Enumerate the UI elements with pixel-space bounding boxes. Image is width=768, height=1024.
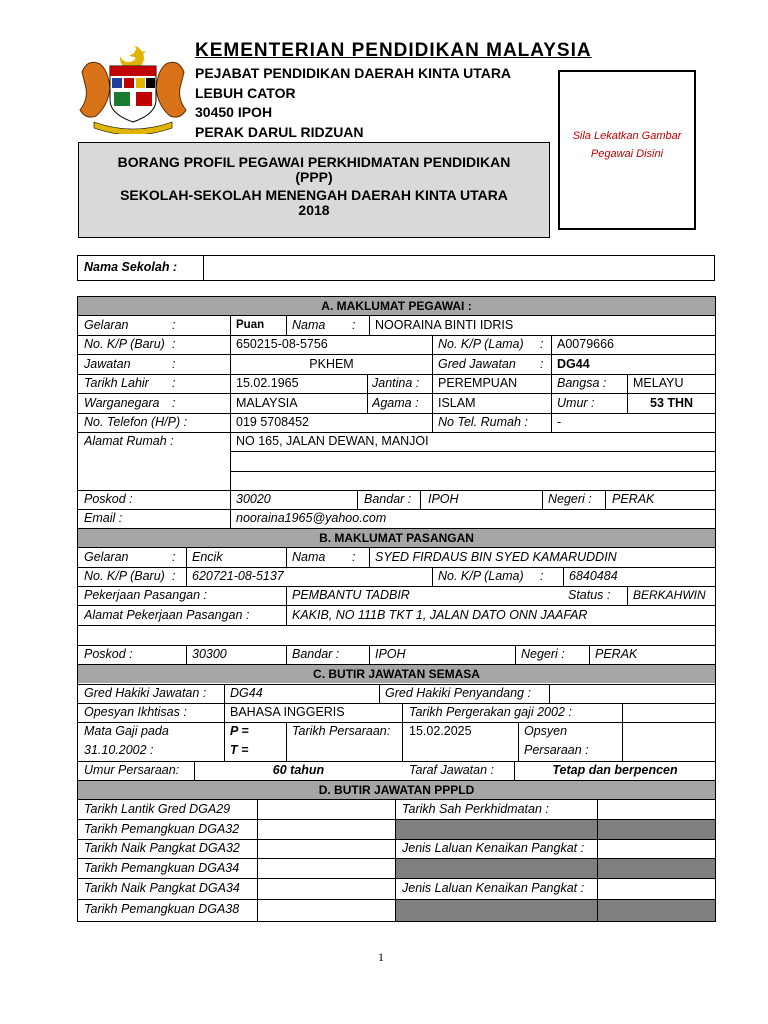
taraf-jawatan-value[interactable]: Tetap dan berpencen bbox=[552, 763, 678, 777]
d-row-label: Tarikh Pemangkuan DGA38 bbox=[84, 902, 240, 916]
kp-baru-label: No. K/P (Baru) bbox=[84, 337, 165, 351]
pasangan-poskod-value[interactable]: 30300 bbox=[192, 647, 227, 661]
pasangan-gelaran-label: Gelaran bbox=[84, 550, 129, 564]
alamat-rumah-label: Alamat Rumah : bbox=[84, 434, 174, 448]
taraf-jawatan-label: Taraf Jawatan : bbox=[409, 763, 495, 777]
tarikh-lahir-value[interactable]: 15.02.1965 bbox=[236, 376, 299, 390]
school-name-row bbox=[77, 255, 715, 281]
jantina-value[interactable]: PEREMPUAN bbox=[438, 376, 518, 390]
pasangan-nama-value[interactable]: SYED FIRDAUS BIN SYED KAMARUDDIN bbox=[375, 550, 617, 564]
status-label: Status : bbox=[568, 588, 611, 602]
jawatan-label: Jawatan bbox=[84, 357, 131, 371]
bangsa-value[interactable]: MELAYU bbox=[633, 376, 684, 390]
address-line: 30450 IPOH bbox=[195, 104, 273, 120]
negeri-label: Negeri : bbox=[548, 492, 592, 506]
gelaran-value[interactable]: Puan bbox=[236, 319, 265, 331]
pasangan-kp-lama-label: No. K/P (Lama) bbox=[438, 569, 524, 583]
umur-value[interactable]: 53 THN bbox=[650, 396, 694, 410]
agama-value[interactable]: ISLAM bbox=[438, 396, 476, 410]
umur-persaraan-value[interactable]: 60 tahun bbox=[272, 763, 325, 777]
nama-label: Nama bbox=[292, 318, 326, 332]
gred-penyandang-label: Gred Hakiki Penyandang : bbox=[385, 686, 531, 700]
umur-label: Umur : bbox=[557, 396, 595, 410]
pekerjaan-pasangan-label: Pekerjaan Pasangan : bbox=[84, 588, 208, 602]
section-c-heading: C. BUTIR JAWATAN SEMASA bbox=[78, 665, 715, 683]
d-row-label: Tarikh Lantik Gred DGA29 bbox=[84, 802, 231, 816]
nama-value[interactable]: NOORAINA BINTI IDRIS bbox=[375, 318, 514, 332]
address-line: LEBUH CATOR bbox=[195, 84, 296, 101]
alamat-pekerjaan-label: Alamat Pekerjaan Pasangan : bbox=[84, 608, 250, 622]
agama-label: Agama : bbox=[372, 396, 419, 410]
pasangan-gelaran-value[interactable]: Encik bbox=[192, 550, 223, 564]
pergerakan-gaji-label: Tarikh Pergerakan gaji 2002 : bbox=[409, 705, 572, 719]
section-a-heading: A. MAKLUMAT PEGAWAI : bbox=[78, 297, 715, 315]
gred-hakiki-value[interactable]: DG44 bbox=[230, 686, 263, 700]
pasangan-negeri-value[interactable]: PERAK bbox=[595, 647, 638, 661]
opsyen-value[interactable]: BAHASA INGGERIS bbox=[230, 705, 345, 719]
section-d-heading: D. BUTIR JAWATAN PPPLD bbox=[78, 781, 715, 799]
jantina-label: Jantina : bbox=[372, 376, 420, 390]
pasangan-bandar-value[interactable]: IPOH bbox=[375, 647, 406, 661]
telefon-label: No. Telefon (H/P) : bbox=[84, 415, 188, 429]
gred-hakiki-label: Gred Hakiki Jawatan : bbox=[84, 686, 207, 700]
email-value[interactable]: nooraina1965@yahoo.com bbox=[236, 511, 387, 525]
d-row-right-label: Tarikh Sah Perkhidmatan : bbox=[402, 802, 549, 816]
bandar-value[interactable]: IPOH bbox=[428, 492, 459, 506]
alamat-rumah-value[interactable]: NO 165, JALAN DEWAN, MANJOI bbox=[236, 434, 429, 448]
jawatan-value[interactable]: PKHEM bbox=[309, 357, 354, 371]
opsyen-label: Opesyan Ikhtisas : bbox=[84, 705, 187, 719]
umur-persaraan-label: Umur Persaraan: bbox=[84, 763, 180, 777]
photo-note: Sila Lekatkan Gambar Pegawai Disini bbox=[572, 130, 682, 160]
opsyen-persaraan-label: Opsyen Persaraan : bbox=[524, 724, 589, 757]
d-row-label: Tarikh Naik Pangkat DGA34 bbox=[84, 881, 240, 895]
pasangan-negeri-label: Negeri : bbox=[521, 647, 565, 661]
mata-gaji-p-t[interactable]: P = T = bbox=[230, 724, 249, 757]
mata-gaji-label: Mata Gaji pada 31.10.2002 : bbox=[84, 724, 169, 757]
bandar-label: Bandar : bbox=[364, 492, 412, 506]
warganegara-value[interactable]: MALAYSIA bbox=[236, 396, 298, 410]
kp-lama-label: No. K/P (Lama) bbox=[438, 337, 524, 351]
d-row-right-label: Jenis Laluan Kenaikan Pangkat : bbox=[402, 841, 585, 855]
pasangan-bandar-label: Bandar : bbox=[292, 647, 340, 661]
alamat-pekerjaan-value[interactable]: KAKIB, NO 111B TKT 1, JALAN DATO ONN JAAFAR bbox=[292, 608, 588, 622]
tel-rumah-label: No Tel. Rumah : bbox=[438, 415, 528, 429]
gred-jawatan-value[interactable]: DG44 bbox=[557, 357, 590, 371]
pasangan-poskod-label: Poskod : bbox=[84, 647, 133, 661]
section-b-heading: B. MAKLUMAT PASANGAN bbox=[78, 529, 715, 547]
address-line: PEJABAT PENDIDIKAN DAERAH KINTA UTARA bbox=[195, 65, 512, 81]
pasangan-kp-lama-value[interactable]: 6840484 bbox=[569, 569, 618, 583]
email-label: Email : bbox=[84, 511, 123, 525]
gelaran-label: Gelaran bbox=[84, 318, 129, 332]
address-line: PERAK DARUL RIDZUAN bbox=[195, 123, 364, 140]
office-address bbox=[195, 64, 511, 142]
gred-jawatan-label: Gred Jawatan bbox=[438, 357, 516, 371]
poskod-value[interactable]: 30020 bbox=[236, 492, 271, 506]
pekerjaan-pasangan-value[interactable]: PEMBANTU TADBIR bbox=[292, 588, 410, 602]
pasangan-nama-label: Nama bbox=[292, 550, 326, 564]
tarikh-persaraan-label: Tarikh Persaraan: bbox=[292, 724, 391, 738]
ministry-title: KEMENTERIAN PENDIDIKAN MALAYSIA bbox=[195, 40, 592, 61]
d-row-label: Tarikh Pemangkuan DGA32 bbox=[84, 822, 240, 836]
kp-lama-value[interactable]: A0079666 bbox=[557, 337, 615, 351]
d-row-label: Tarikh Pemangkuan DGA34 bbox=[84, 861, 240, 875]
pasangan-kp-baru-value[interactable]: 620721-08-5137 bbox=[192, 569, 284, 583]
status-value[interactable]: BERKAHWIN bbox=[633, 588, 706, 602]
ministry-crest-logo bbox=[76, 42, 190, 134]
photo-placeholder-box bbox=[558, 70, 696, 230]
pasangan-kp-baru-label: No. K/P (Baru) bbox=[84, 569, 165, 583]
page-number: 1 bbox=[378, 950, 384, 964]
tel-rumah-value[interactable]: - bbox=[557, 415, 562, 429]
d-row-right-label: Jenis Laluan Kenaikan Pangkat : bbox=[402, 881, 585, 895]
tarikh-lahir-label: Tarikh Lahir bbox=[84, 376, 149, 390]
d-row-label: Tarikh Naik Pangkat DGA32 bbox=[84, 841, 240, 855]
school-name-label: Nama Sekolah : bbox=[84, 260, 178, 274]
warganegara-label: Warganegara bbox=[84, 396, 160, 410]
bangsa-label: Bangsa : bbox=[557, 376, 607, 390]
tarikh-persaraan-value[interactable]: 15.02.2025 bbox=[409, 724, 472, 738]
poskod-label: Poskod : bbox=[84, 492, 133, 506]
negeri-value[interactable]: PERAK bbox=[612, 492, 655, 506]
telefon-value[interactable]: 019 5708452 bbox=[236, 415, 309, 429]
kp-baru-value[interactable]: 650215-08-5756 bbox=[236, 337, 328, 351]
form-title-box: BORANG PROFIL PEGAWAI PERKHIDMATAN PENDIDIKAN (PPP) SEKOLAH-SEKOLAH MENENGAH DAERAH KINTA UTARA 2018 bbox=[78, 142, 550, 238]
